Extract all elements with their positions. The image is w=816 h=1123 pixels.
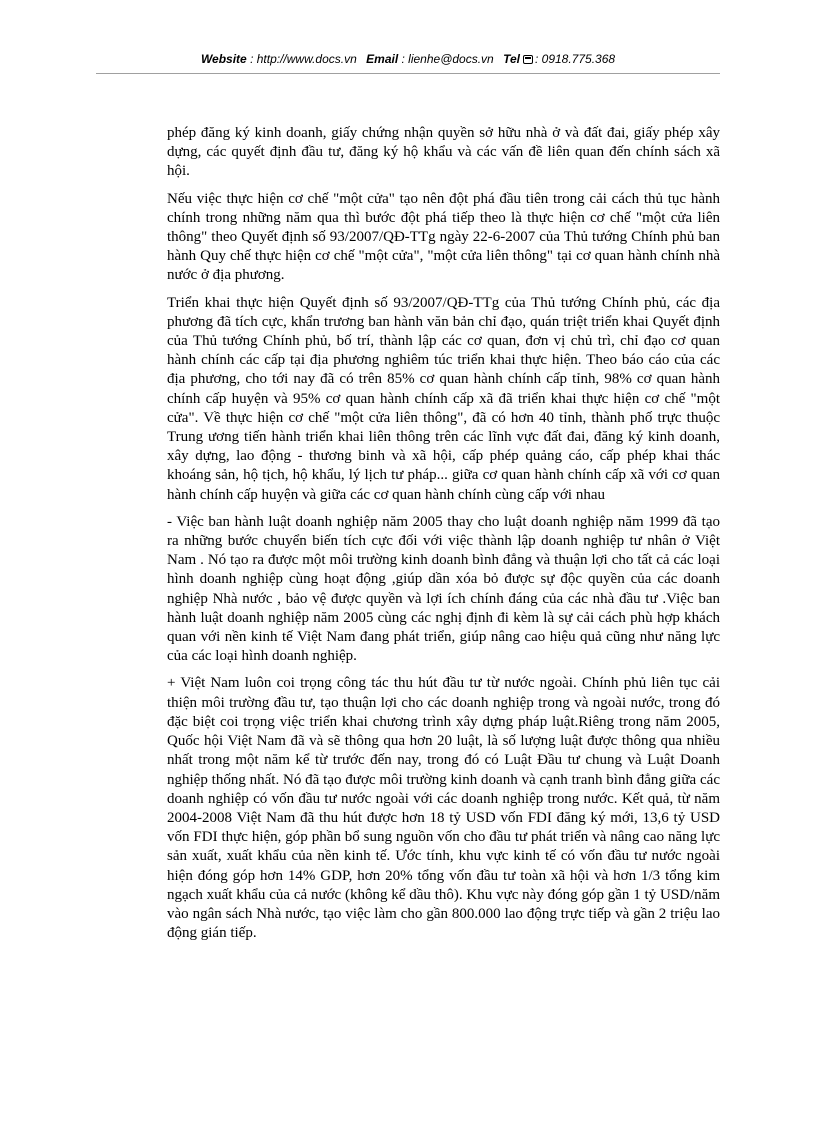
paragraph-2: Nếu việc thực hiện cơ chế "một cửa" tạo nên đột phá đầu tiên trong cải cách thủ tục hành chính trong những năm qua thì bước đột phá tiếp theo là thực hiện cơ chế "một cửa liên thông" theo Quyết định số 93/2007/QĐ-TTg ngày 22-6-2007 của Thủ tướng Chính phủ ban hành Quy chế thực hiện cơ chế "một cửa", "một cửa liên thông" tại cơ quan hành chính nhà nước ở địa phương. xyxy=(167,190,720,284)
tel-label: Tel xyxy=(503,52,520,66)
header-divider xyxy=(96,73,720,74)
paragraph-3: Triển khai thực hiện Quyết định số 93/2007/QĐ-TTg của Thủ tướng Chính phủ, các địa phương đã tích cực, khẩn trương ban hành văn bản chỉ đạo, quán triệt triển khai Quyết định của Thủ tướng Chính phủ, bố trí, thành lập các cơ quan, đơn vị chủ trì, chỉ đạo cơ quan hành chính các cấp tại địa phương nghiêm túc triển khai thực hiện. Theo báo cáo của các địa phương, cho tới nay đã có trên 85% cơ quan hành chính cấp tỉnh, 98% cơ quan hành chính cấp huyện và 95% cơ quan hành chính cấp xã đã triển khai thực hiện cơ chế "một cửa". Về thực hiện cơ chế "một cửa liên thông", đã có hơn 40 tỉnh, thành phố trực thuộc Trung ương tiến hành triển khai liên thông trên các lĩnh vực đất đai, đăng ký kinh doanh, xây dựng, lao động - thương binh và xã hội, cấp phép quảng cáo, cấp phép khai thác khoáng sản, hộ tịch, hộ khẩu, lý lịch tư pháp... giữa cơ quan hành chính cấp xã với cơ quan hành chính cấp huyện và giữa các cơ quan hành chính cùng cấp với nhau xyxy=(167,294,720,503)
website-label: Website xyxy=(200,52,247,66)
paragraph-4: - Việc ban hành luật doanh nghiệp năm 2005 thay cho luật doanh nghiệp năm 1999 đã tạo ra những bước chuyển biến tích cực đối với việc thành lập doanh nghiệp tư nhân ở Việt Nam . Nó tạo ra được một môi trường kinh doanh bình đẳng và thuận lợi cho tất cả các loại hình doanh nghiệp cùng hoạt động ,giúp dần xóa bỏ được sự độc quyền của các doanh nghiệp Nhà nước , bảo vệ được quyền và lợi ích chính đáng của các nhà đầu tư .Việc ban hành luật doanh nghiệp năm 2005 cùng các nghị định đi kèm là sự cải cách phù hợp khách quan với nền kinh tế Việt Nam đang phát triển, giúp nâng cao hiệu quả cũng như năng lực của các loại hình doanh nghiệp. xyxy=(167,513,720,665)
tel-number: : 0918.775.368 xyxy=(534,52,616,66)
page-header xyxy=(96,50,720,68)
paragraph-1: phép đăng ký kinh doanh, giấy chứng nhận quyền sở hữu nhà ở và đất đai, giấy phép xây dựng, các quyết định đầu tư, đăng ký hộ khẩu và các vấn đề liên quan đến chính sách xã hội. xyxy=(167,125,720,180)
phone-icon xyxy=(523,55,533,64)
website-link[interactable]: : http://www.docs.vn xyxy=(250,52,357,66)
email-link[interactable]: : lienhe@docs.vn xyxy=(401,52,494,66)
paragraph-5: + Việt Nam luôn coi trọng công tác thu hút đầu tư từ nước ngoài. Chính phủ liên tục cải thiện môi trường đầu tư, tạo thuận lợi cho các doanh nghiệp trong và ngoài nước, trong đó đặc biệt coi trọng việc triển khai chương trình xây dựng pháp luật.Riêng trong năm 2005, Quốc hội Việt Nam đã và sẽ thông qua hơn 20 luật, là số lượng luật được thông qua nhiều nhất trong một năm kể từ trước đến nay, trong đó có Luật Đầu tư chung và Luật Doanh nghiệp thống nhất. Nó đã tạo được môi trường kinh doanh và cạnh tranh bình đẳng giữa các doanh nghiệp có vốn đầu tư nước ngoài với các doanh nghiệp trong nước. Kết quả, từ năm 2004-2008 Việt Nam đã thu hút được hơn 18 tỷ USD vốn FDI đăng ký mới, 13,6 tỷ USD vốn FDI thực hiện, góp phần bổ sung nguồn vốn cho đầu tư phát triển và nâng cao năng lực sản xuất, xuất khẩu của nền kinh tế. Ước tính, khu vực kinh tế có vốn đầu tư nước ngoài hiện đóng góp hơn 14% GDP, hơn 20% tổng vốn đầu tư toàn xã hội và hơn 1/3 tổng kim ngạch xuất khẩu của cả nước (không kể dầu thô). Khu vực này đóng góp gần 1 tỷ USD/năm vào ngân sách Nhà nước, tạo việc làm cho gần 800.000 lao động trực tiếp và gần 2 triệu lao động gián tiếp. xyxy=(167,675,720,942)
document-body xyxy=(167,124,720,951)
email-label: Email xyxy=(366,52,399,66)
